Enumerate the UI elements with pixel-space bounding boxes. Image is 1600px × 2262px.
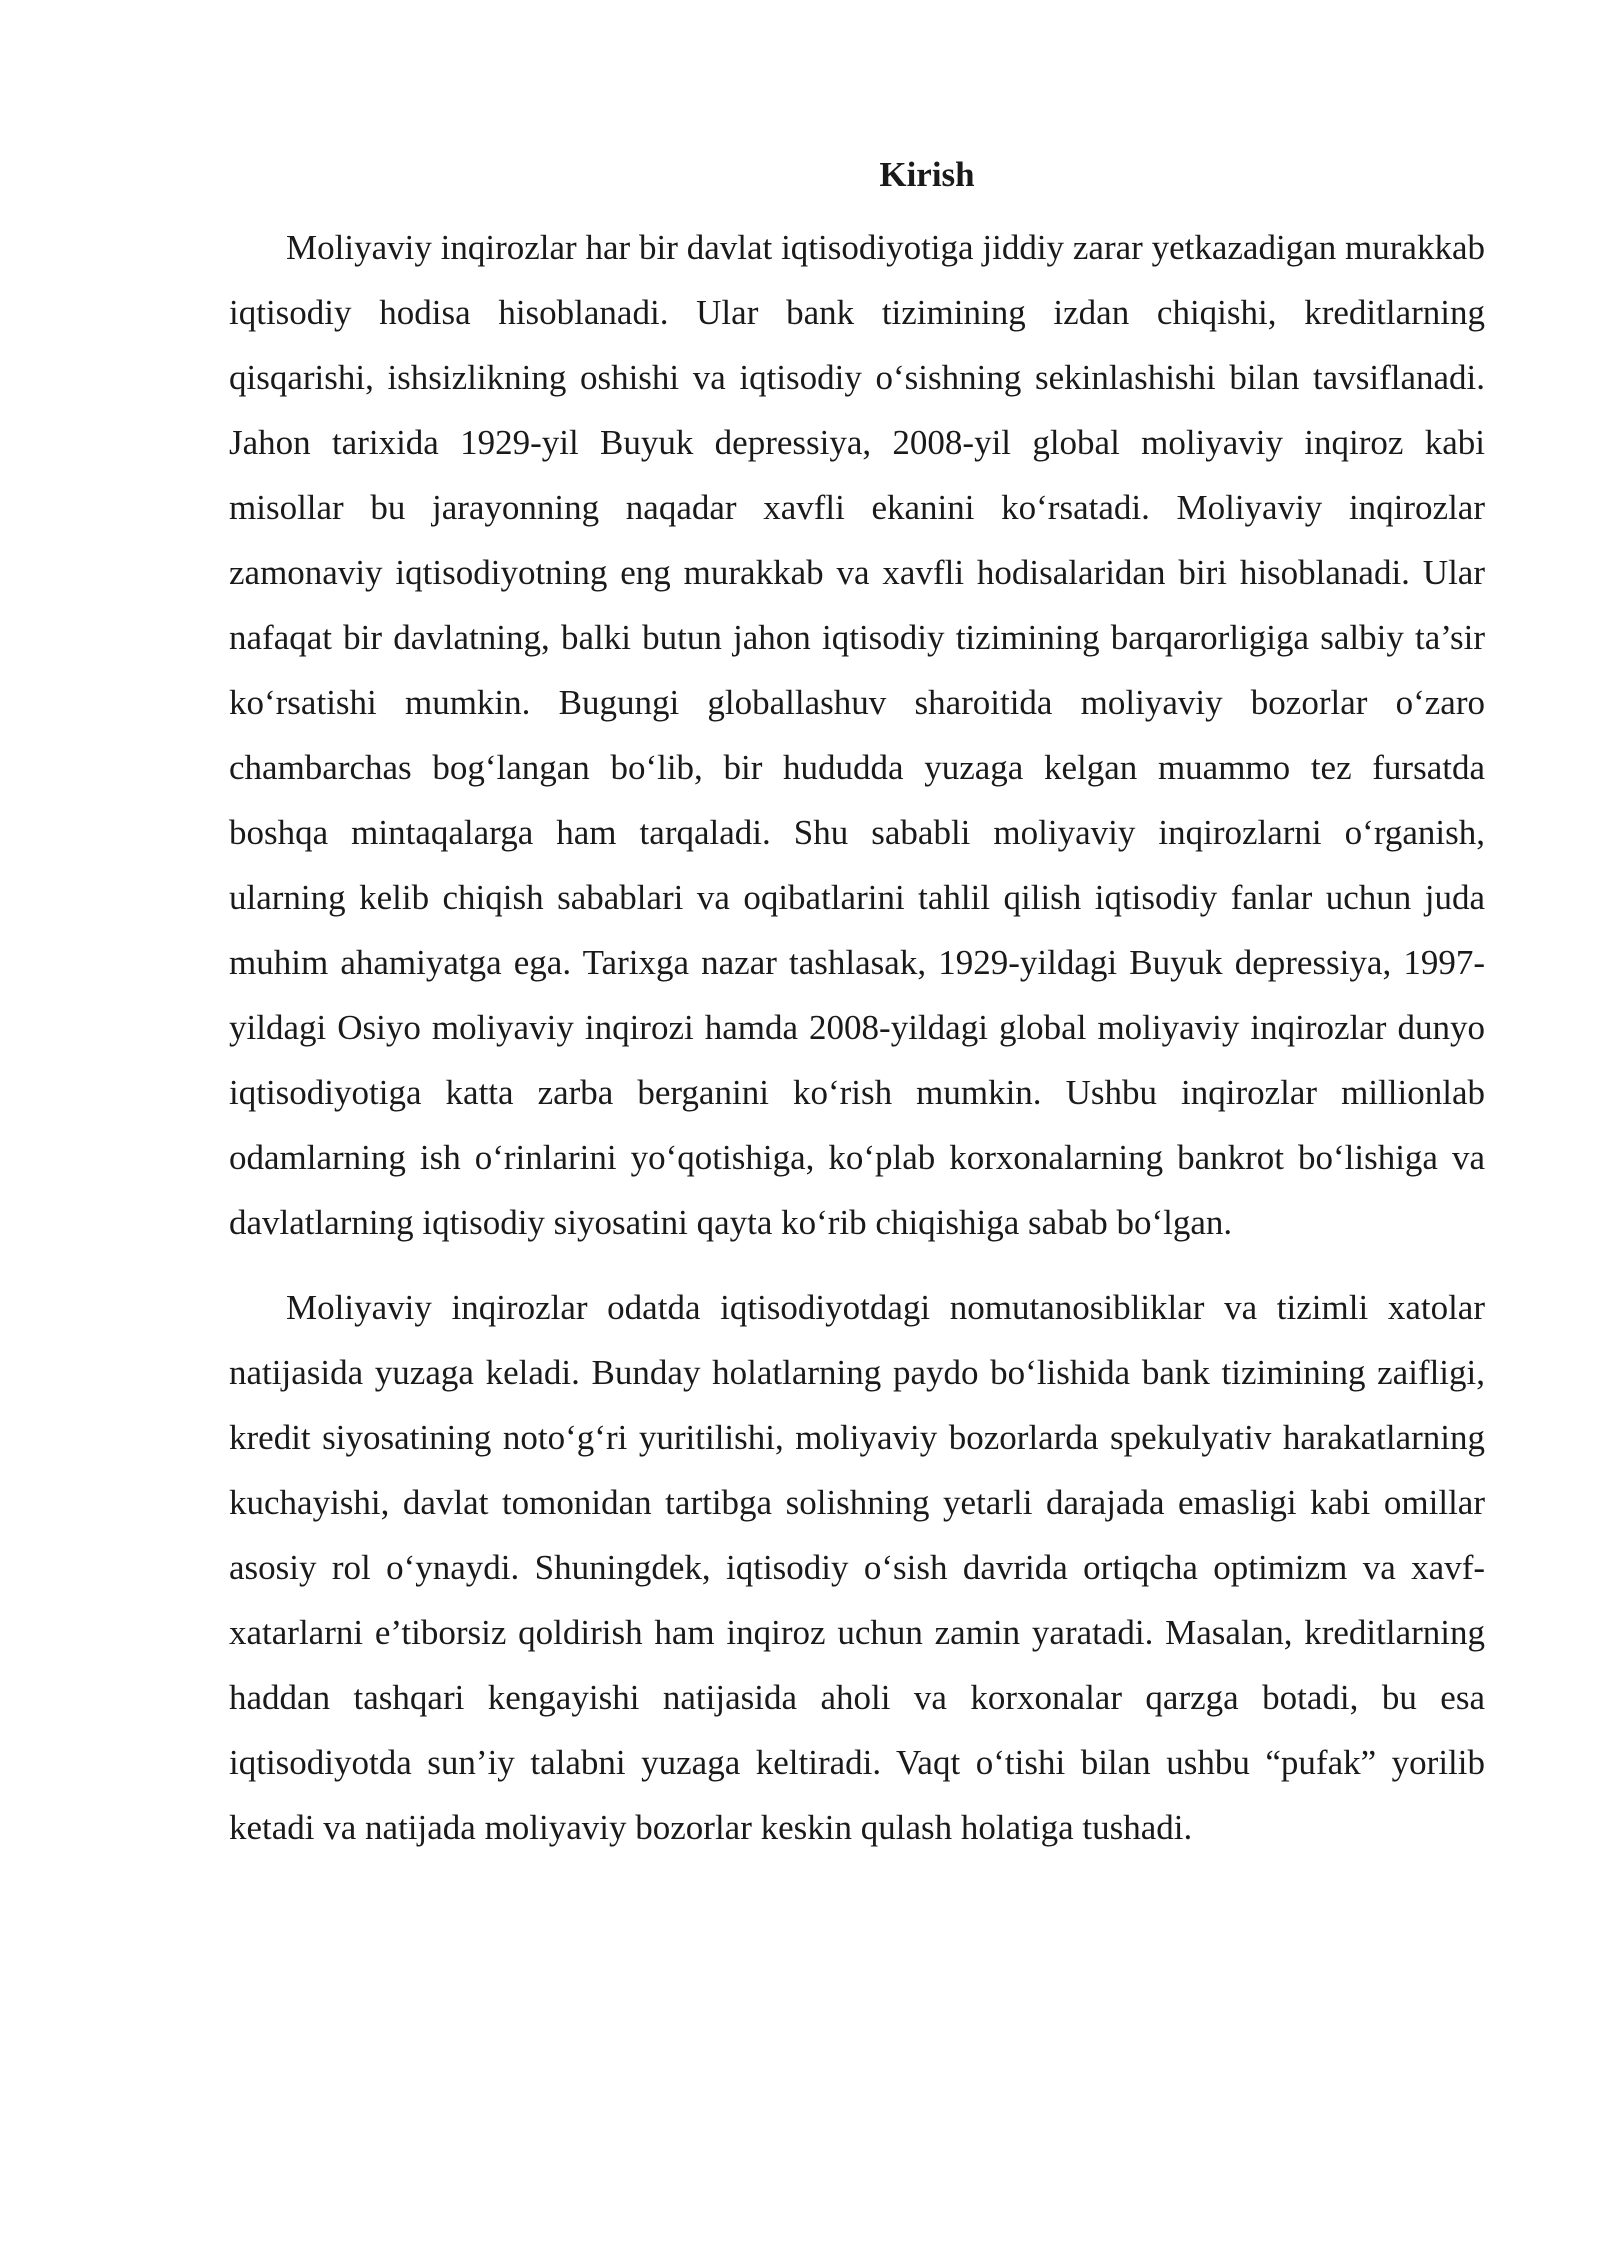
page-content <box>229 150 1485 1860</box>
paragraph-2: Moliyaviy inqirozlar odatda iqtisodiyotdagi nomutanosibliklar va tizimli xatolar natijasida yuzaga keladi. Bunday holatlarning paydo bo‘lishida bank tizimining zaifligi, kredit siyosatining noto‘g‘ri yuritilishi, moliyaviy bozorlarda spekulyativ harakatlarning kuchayishi, davlat tomonidan tartibga solishning yetarli darajada emasligi kabi omillar asosiy rol o‘ynaydi. Shuningdek, iqtisodiy o‘sish davrida ortiqcha optimizm va xavf-xatarlarni e’tiborsiz qoldirish ham inqiroz uchun zamin yaratadi. Masalan, kreditlarning haddan tashqari kengayishi natijasida aholi va korxonalar qarzga botadi, bu esa iqtisodiyotda sun’iy talabni yuzaga keltiradi. Vaqt o‘tishi bilan ushbu “pufak” yorilib ketadi va natijada moliyaviy bozorlar keskin qulash holatiga tushadi. <box>229 1288 1485 1847</box>
paragraph-1: Moliyaviy inqirozlar har bir davlat iqtisodiyotiga jiddiy zarar yetkazadigan murakkab iqtisodiy hodisa hisoblanadi. Ular bank tizimining izdan chiqishi, kreditlarning qisqarishi, ishsizlikning oshishi va iqtisodiy o‘sishning sekinlashishi bilan tavsiflanadi. Jahon tarixida 1929-yil Buyuk depressiya, 2008-yil global moliyaviy inqiroz kabi misollar bu jarayonning naqadar xavfli ekanini ko‘rsatadi. Moliyaviy inqirozlar zamonaviy iqtisodiyotning eng murakkab va xavfli hodisalaridan biri hisoblanadi. Ular nafaqat bir davlatning, balki butun jahon iqtisodiy tizimining barqarorligiga salbiy ta’sir ko‘rsatishi mumkin. Bugungi globallashuv sharoitida moliyaviy bozorlar o‘zaro chambarchas bog‘langan bo‘lib, bir hududda yuzaga kelgan muammo tez fursatda boshqa mintaqalarga ham tarqaladi. Shu sababli moliyaviy inqirozlarni o‘rganish, ularning kelib chiqish sabablari va oqibatlarini tahlil qilish iqtisodiy fanlar uchun juda muhim ahamiyatga ega. Tarixga nazar tashlasak, 1929-yildagi Buyuk depressiya, 1997-yildagi Osiyo moliyaviy inqirozi hamda 2008-yildagi global moliyaviy inqirozlar dunyo iqtisodiyotiga katta zarba berganini ko‘rish mumkin. Ushbu inqirozlar millionlab odamlarning ish o‘rinlarini yo‘qotishiga, ko‘plab korxonalarning bankrot bo‘lishiga va davlatlarning iqtisodiy siyosatini qayta ko‘rib chiqishiga sabab bo‘lgan. <box>229 228 1485 1242</box>
page-title: Kirish <box>879 155 975 194</box>
